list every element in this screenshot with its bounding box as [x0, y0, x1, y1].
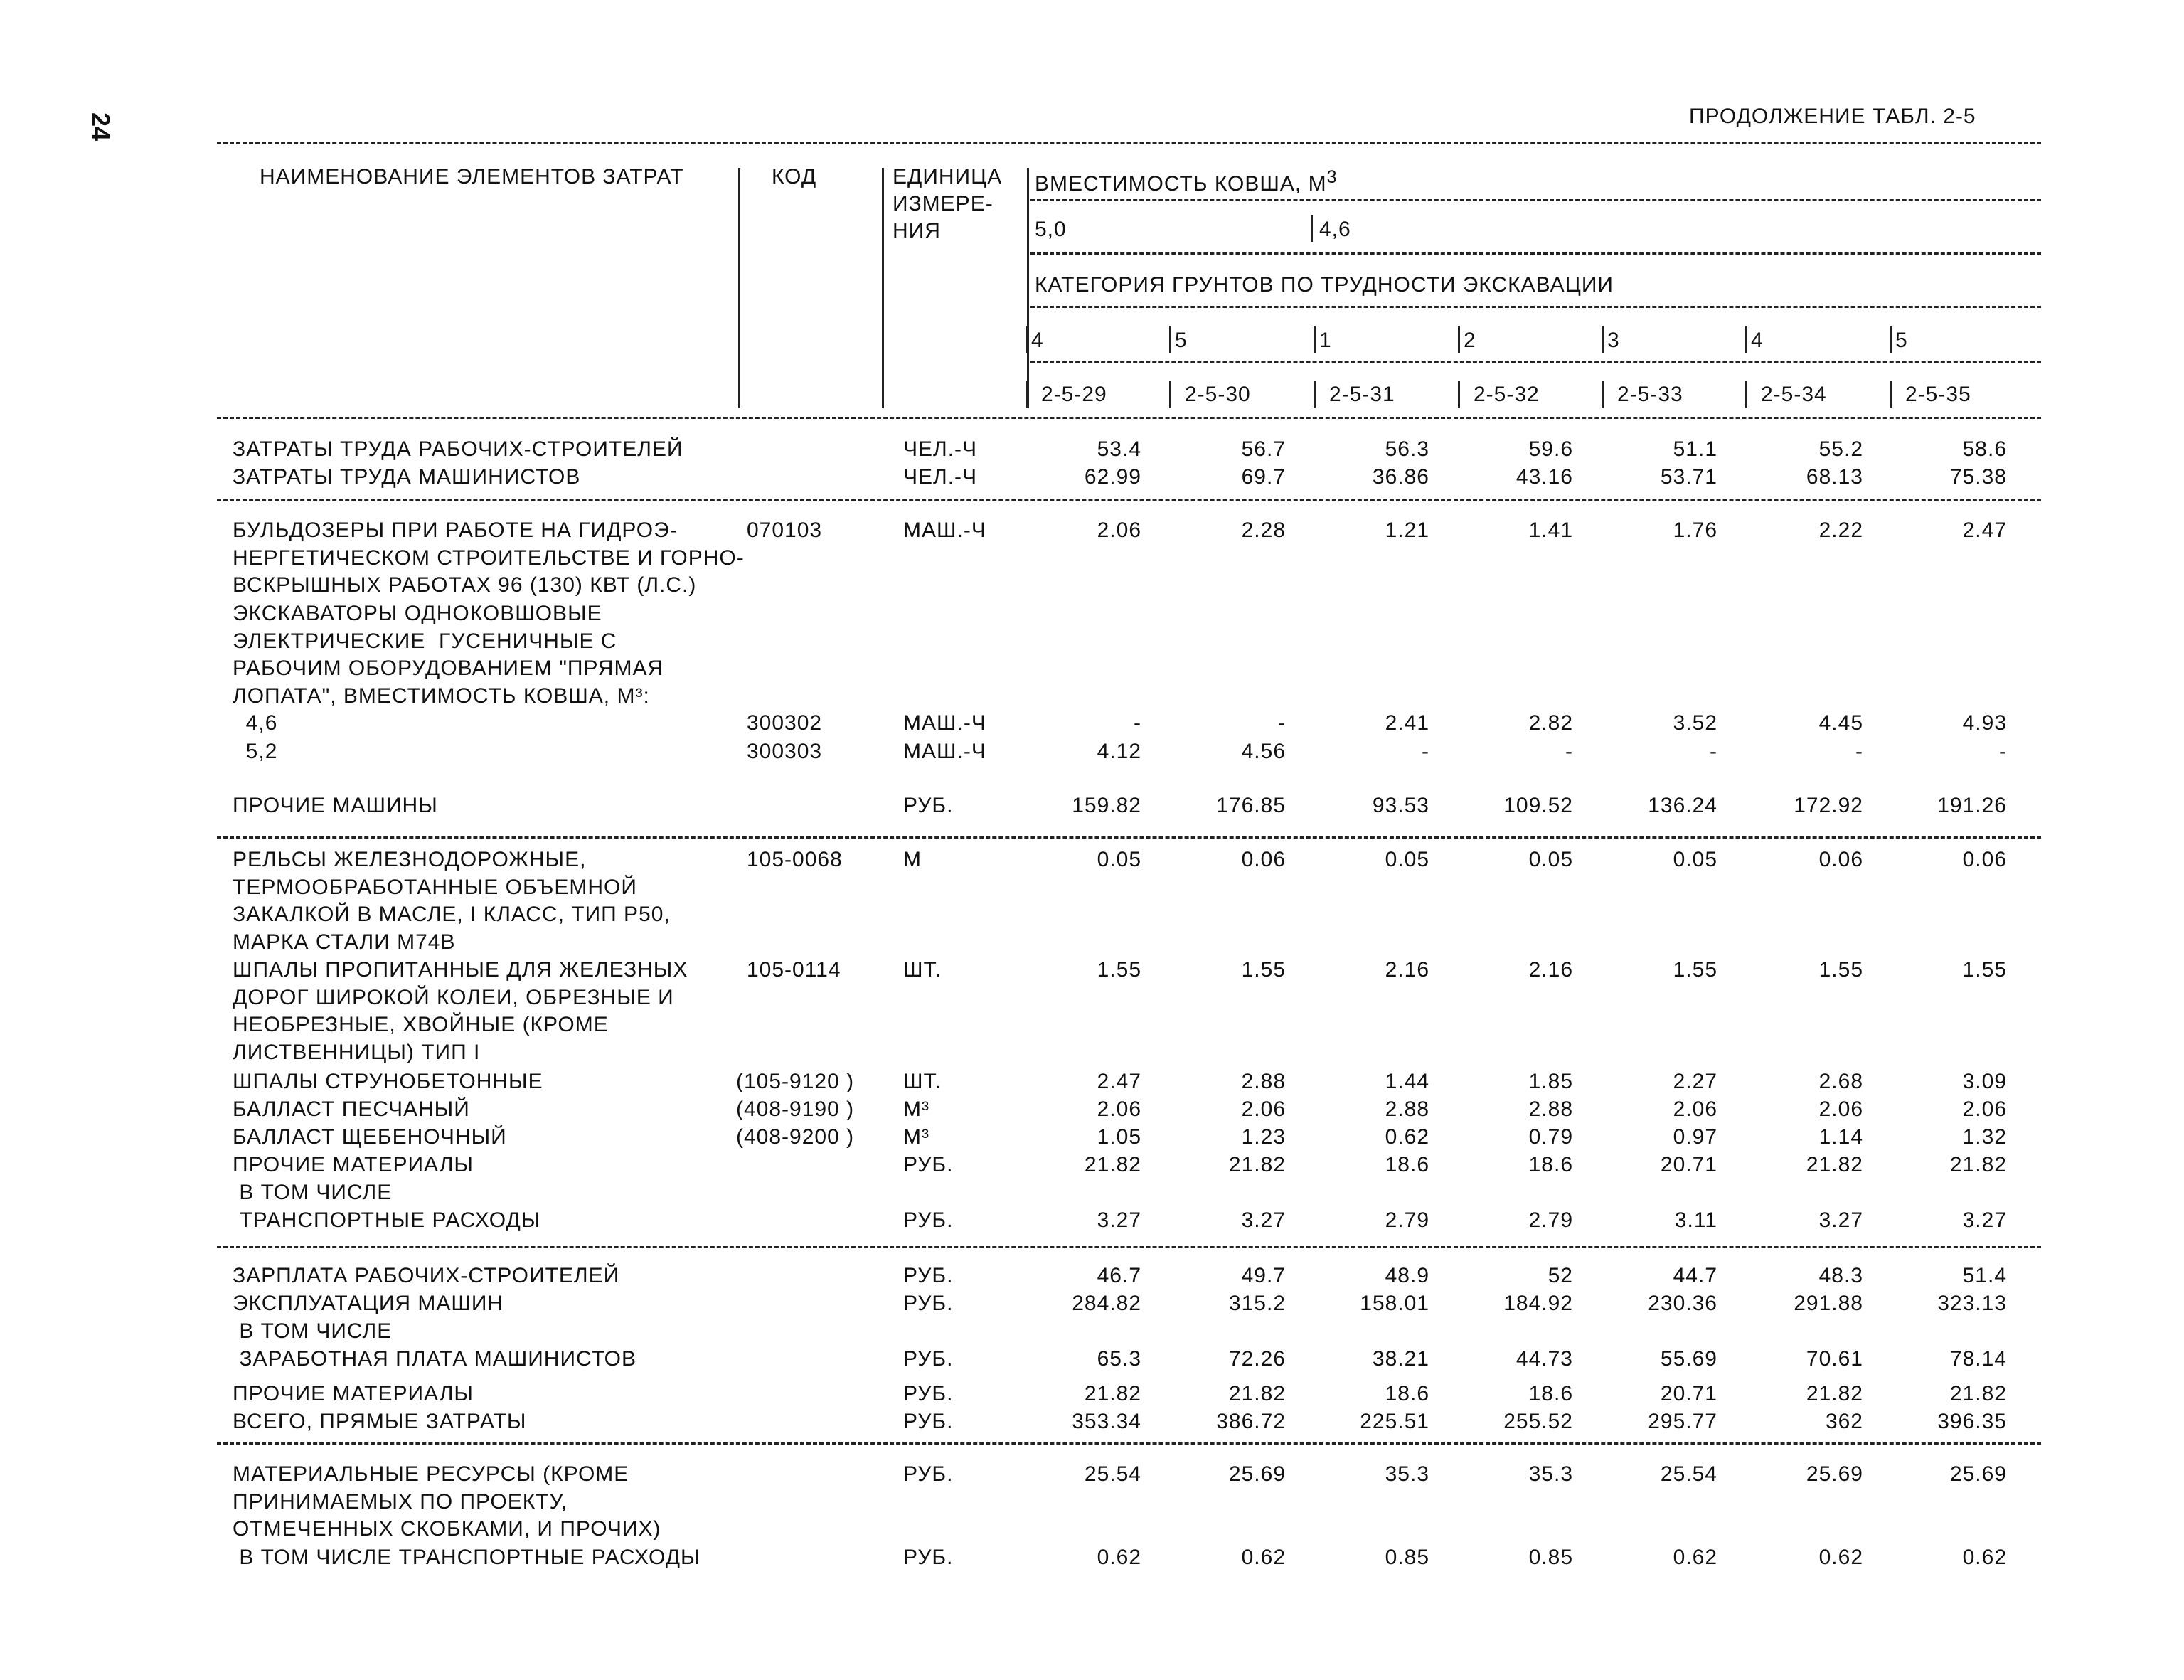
row-unit: РУБ.: [903, 1347, 954, 1371]
row-value: 2.16: [1385, 958, 1429, 982]
row-value: 1.55: [1818, 958, 1863, 982]
row-name: ДОРОГ ШИРОКОЙ КОЛЕИ, ОБРЕЗНЫЕ И: [233, 985, 674, 1009]
column-divider: [1458, 381, 1460, 408]
row-value: -: [1565, 740, 1573, 763]
row-name: ВСЕГО, ПРЯМЫЕ ЗАТРАТЫ: [233, 1410, 527, 1433]
row-value: 1.23: [1241, 1125, 1286, 1149]
row-value: 3.27: [1818, 1208, 1863, 1232]
row-value: 1.55: [1962, 958, 2007, 982]
row-unit: РУБ.: [903, 1546, 954, 1569]
row-value: 2.06: [1962, 1097, 2007, 1121]
row-value: 2.16: [1528, 958, 1573, 982]
row-name: ТЕРМООБРАБОТАННЫЕ ОБЪЕМНОЙ: [233, 875, 637, 899]
row-value: 56.7: [1241, 437, 1286, 461]
row-value: 18.6: [1385, 1382, 1429, 1405]
row-name: ЭЛЕКТРИЧЕСКИЕ ГУСЕНИЧНЫЕ С: [233, 629, 617, 653]
row-value: 44.7: [1673, 1264, 1717, 1287]
row-value: 0.62: [1385, 1125, 1429, 1149]
row-value: 396.35: [1937, 1410, 2007, 1433]
row-value: 4.12: [1097, 740, 1141, 763]
row-unit: РУБ.: [903, 1292, 954, 1315]
row-value: 184.92: [1503, 1292, 1573, 1315]
row-value: 4.56: [1241, 740, 1286, 763]
row-value: 0.85: [1528, 1546, 1573, 1569]
row-name: БАЛЛАСТ ЩЕБЕНОЧНЫЙ: [233, 1125, 507, 1149]
row-value: 0.06: [1241, 848, 1286, 871]
row-value: 0.85: [1385, 1546, 1429, 1569]
row-name: ШПАЛЫ ПРОПИТАННЫЕ ДЛЯ ЖЕЛЕЗНЫХ: [233, 958, 688, 982]
rule-section-1: [217, 499, 2041, 501]
row-name: ЛИСТВЕННИЦЫ) ТИП I: [233, 1040, 481, 1064]
row-value: 35.3: [1385, 1462, 1429, 1486]
category-2: 5: [1175, 329, 1188, 352]
row-value: 191.26: [1937, 794, 2007, 817]
row-value: 1.05: [1097, 1125, 1141, 1149]
row-name: ПРОЧИЕ МАШИНЫ: [233, 794, 438, 817]
row-value: 56.3: [1385, 437, 1429, 461]
row-value: 43.16: [1516, 465, 1573, 489]
row-code: 105-0114: [747, 958, 841, 982]
column-divider: [1745, 381, 1747, 408]
row-value: 2.27: [1673, 1070, 1717, 1093]
category-divider: [1026, 326, 1028, 353]
row-value: 2.06: [1818, 1097, 1863, 1121]
row-value: 2.68: [1818, 1070, 1863, 1093]
row-value: 3.11: [1674, 1208, 1717, 1232]
row-value: 2.88: [1385, 1097, 1429, 1121]
header-unit-3: НИЯ: [893, 219, 941, 243]
row-name: БУЛЬДОЗЕРЫ ПРИ РАБОТЕ НА ГИДРОЭ-: [233, 519, 678, 542]
header-unit-1: ЕДИНИЦА: [893, 165, 1003, 188]
column-code-6: 2-5-34: [1761, 383, 1827, 406]
row-value: 2.88: [1528, 1097, 1573, 1121]
row-value: 25.69: [1806, 1462, 1863, 1486]
row-value: 46.7: [1097, 1264, 1141, 1287]
row-unit: ЧЕЛ.-Ч: [903, 437, 978, 461]
column-code-7: 2-5-35: [1905, 383, 1971, 406]
header-capacity-a: 5,0: [1035, 218, 1067, 241]
row-value: 2.47: [1962, 519, 2007, 542]
row-value: -: [1422, 740, 1429, 763]
row-value: 1.44: [1385, 1070, 1429, 1093]
header-divider-2: [882, 168, 884, 408]
row-value: 20.71: [1660, 1382, 1717, 1405]
category-1: 4: [1031, 329, 1044, 352]
row-unit: М: [903, 848, 922, 871]
row-value: 52: [1548, 1264, 1573, 1287]
row-value: -: [1710, 740, 1717, 763]
category-6: 4: [1751, 329, 1764, 352]
row-name: РЕЛЬСЫ ЖЕЛЕЗНОДОРОЖНЫЕ,: [233, 848, 587, 871]
row-value: 21.82: [1228, 1382, 1286, 1405]
row-value: 2.28: [1241, 519, 1286, 542]
rule-header-4: [1030, 361, 2041, 363]
row-value: 136.24: [1648, 794, 1717, 817]
row-value: 1.55: [1097, 958, 1141, 982]
column-divider: [1026, 381, 1028, 408]
row-unit: ШТ.: [903, 1070, 942, 1093]
category-3: 1: [1319, 329, 1332, 352]
row-value: 53.71: [1660, 465, 1717, 489]
row-value: 225.51: [1360, 1410, 1429, 1433]
column-code-2: 2-5-30: [1185, 383, 1251, 406]
header-divider-3: [1027, 168, 1029, 408]
table-caption: ПРОДОЛЖЕНИЕ ТАБЛ. 2-5: [1689, 105, 1976, 128]
row-code: 070103: [747, 519, 823, 542]
row-value: 2.41: [1385, 711, 1429, 735]
row-value: -: [1134, 711, 1141, 735]
row-value: 0.62: [1673, 1546, 1717, 1569]
category-5: 3: [1607, 329, 1620, 352]
header-divider-1: [738, 168, 740, 408]
row-value: -: [1278, 711, 1286, 735]
row-name: ЭКСКАВАТОРЫ ОДНОКОВШОВЫЕ: [233, 602, 602, 625]
row-value: 353.34: [1072, 1410, 1141, 1433]
row-name: ЗАТРАТЫ ТРУДА РАБОЧИХ-СТРОИТЕЛЕЙ: [233, 437, 683, 461]
row-value: 55.69: [1660, 1347, 1717, 1371]
row-value: 0.62: [1097, 1546, 1141, 1569]
row-value: 53.4: [1097, 437, 1141, 461]
row-value: 69.7: [1241, 465, 1286, 489]
row-value: 51.1: [1673, 437, 1717, 461]
row-name: В ТОМ ЧИСЛЕ ТРАНСПОРТНЫЕ РАСХОДЫ: [233, 1546, 701, 1569]
rule-section-2: [217, 836, 2041, 839]
category-divider: [1458, 326, 1460, 353]
row-value: 21.82: [1228, 1153, 1286, 1176]
row-unit: МАШ.-Ч: [903, 740, 986, 763]
row-value: 3.09: [1962, 1070, 2007, 1093]
row-value: 176.85: [1216, 794, 1286, 817]
rule-header-1: [1030, 199, 2041, 201]
row-name: ЗАРАБОТНАЯ ПЛАТА МАШИНИСТОВ: [233, 1347, 637, 1371]
row-value: 1.85: [1528, 1070, 1573, 1093]
category-divider: [1314, 326, 1316, 353]
rule-top: [217, 142, 2041, 144]
row-value: 0.05: [1673, 848, 1717, 871]
row-value: 35.3: [1528, 1462, 1573, 1486]
row-name: ЭКСПЛУАТАЦИЯ МАШИН: [233, 1292, 504, 1315]
row-value: 25.69: [1228, 1462, 1286, 1486]
row-name: МАТЕРИАЛЬНЫЕ РЕСУРСЫ (КРОМЕ: [233, 1462, 629, 1486]
row-unit: РУБ.: [903, 1153, 954, 1176]
row-value: 3.52: [1673, 711, 1717, 735]
row-name: НЕРГЕТИЧЕСКОМ СТРОИТЕЛЬСТВЕ И ГОРНО-: [233, 546, 745, 570]
row-value: 18.6: [1528, 1382, 1573, 1405]
row-value: 21.82: [1806, 1382, 1863, 1405]
row-value: 70.61: [1806, 1347, 1863, 1371]
row-value: 21.82: [1084, 1153, 1141, 1176]
row-unit: РУБ.: [903, 1462, 954, 1486]
row-value: 38.21: [1372, 1347, 1429, 1371]
header-code: КОД: [772, 165, 817, 188]
row-value: 2.79: [1385, 1208, 1429, 1232]
row-value: 21.82: [1084, 1382, 1141, 1405]
row-name: В ТОМ ЧИСЛЕ: [233, 1319, 393, 1343]
row-value: 62.99: [1084, 465, 1141, 489]
row-value: 295.77: [1648, 1410, 1717, 1433]
row-value: 21.82: [1949, 1382, 2007, 1405]
header-capacity: ВМЕСТИМОСТЬ КОВША, $М^3$: [1035, 167, 1338, 196]
row-value: 0.05: [1385, 848, 1429, 871]
row-value: 68.13: [1806, 465, 1863, 489]
row-value: 2.06: [1241, 1097, 1286, 1121]
row-value: 159.82: [1072, 794, 1141, 817]
row-value: 386.72: [1216, 1410, 1286, 1433]
row-value: 36.86: [1372, 465, 1429, 489]
row-unit: ЧЕЛ.-Ч: [903, 465, 978, 489]
column-code-1: 2-5-29: [1041, 383, 1107, 406]
row-value: 0.05: [1097, 848, 1141, 871]
row-value: 58.6: [1962, 437, 2007, 461]
row-value: 44.73: [1516, 1347, 1573, 1371]
row-value: 25.54: [1660, 1462, 1717, 1486]
row-value: 0.62: [1818, 1546, 1863, 1569]
row-value: 109.52: [1503, 794, 1573, 817]
row-name: ПРОЧИЕ МАТЕРИАЛЫ: [233, 1382, 474, 1405]
rule-section-4: [217, 1442, 2041, 1445]
row-value: 3.27: [1962, 1208, 2007, 1232]
row-code: (105-9120 ): [736, 1070, 855, 1093]
row-value: 284.82: [1072, 1292, 1141, 1315]
row-unit: МАШ.-Ч: [903, 711, 986, 735]
row-code: 105-0068: [747, 848, 843, 871]
row-value: 1.14: [1818, 1125, 1863, 1149]
row-value: 2.06: [1673, 1097, 1717, 1121]
row-name: В ТОМ ЧИСЛЕ: [233, 1180, 393, 1204]
rule-header-2: [1030, 252, 2041, 255]
row-value: 0.06: [1818, 848, 1863, 871]
row-unit: М³: [903, 1097, 929, 1121]
category-divider: [1602, 326, 1604, 353]
row-value: 315.2: [1228, 1292, 1286, 1315]
row-value: 1.55: [1673, 958, 1717, 982]
row-value: 25.69: [1949, 1462, 2007, 1486]
rule-header-bottom: [217, 417, 2041, 419]
row-name: БАЛЛАСТ ПЕСЧАНЫЙ: [233, 1097, 470, 1121]
row-value: 1.21: [1385, 519, 1429, 542]
capacity-sup: 3: [1326, 167, 1338, 187]
row-value: 59.6: [1528, 437, 1573, 461]
row-value: 158.01: [1360, 1292, 1429, 1315]
row-name: ЗАТРАТЫ ТРУДА МАШИНИСТОВ: [233, 465, 581, 489]
row-name: ШПАЛЫ СТРУНОБЕТОННЫЕ: [233, 1070, 543, 1093]
row-value: 0.79: [1528, 1125, 1573, 1149]
row-unit: ШТ.: [903, 958, 942, 982]
row-unit: РУБ.: [903, 794, 954, 817]
column-code-3: 2-5-31: [1329, 383, 1395, 406]
row-value: 51.4: [1962, 1264, 2007, 1287]
row-name: ОТМЕЧЕННЫХ СКОБКАМИ, И ПРОЧИХ): [233, 1517, 661, 1541]
row-value: 0.62: [1962, 1546, 2007, 1569]
column-divider: [1169, 381, 1171, 408]
row-value: 1.41: [1528, 519, 1573, 542]
row-name: 4,6: [233, 711, 278, 735]
row-name: МАРКА СТАЛИ М74В: [233, 930, 456, 954]
row-value: 2.88: [1241, 1070, 1286, 1093]
row-value: 0.06: [1962, 848, 2007, 871]
row-value: 49.7: [1241, 1264, 1286, 1287]
row-value: 362: [1825, 1410, 1863, 1433]
row-value: 230.36: [1648, 1292, 1717, 1315]
row-value: 20.71: [1660, 1153, 1717, 1176]
row-value: 172.92: [1794, 794, 1863, 817]
row-value: 18.6: [1528, 1153, 1573, 1176]
row-value: 75.38: [1949, 465, 2007, 489]
row-value: -: [1999, 740, 2007, 763]
row-unit: МАШ.-Ч: [903, 519, 986, 542]
row-value: 2.06: [1097, 519, 1141, 542]
capacity-divider: [1311, 215, 1313, 242]
row-value: 3.27: [1097, 1208, 1141, 1232]
row-value: -: [1855, 740, 1863, 763]
row-value: 18.6: [1385, 1153, 1429, 1176]
row-name: ПРИНИМАЕМЫХ ПО ПРОЕКТУ,: [233, 1489, 568, 1514]
row-value: 2.22: [1818, 519, 1863, 542]
row-value: 3.27: [1241, 1208, 1286, 1232]
row-unit: М³: [903, 1125, 929, 1149]
column-divider: [1890, 381, 1892, 408]
category-4: 2: [1464, 329, 1476, 352]
row-value: 48.9: [1385, 1264, 1429, 1287]
row-value: 2.82: [1528, 711, 1573, 735]
row-value: 1.76: [1673, 519, 1717, 542]
row-value: 4.45: [1818, 711, 1863, 735]
row-value: 65.3: [1097, 1347, 1141, 1371]
row-value: 2.47: [1097, 1070, 1141, 1093]
row-value: 1.32: [1962, 1125, 2007, 1149]
row-value: 2.79: [1528, 1208, 1573, 1232]
row-value: 323.13: [1937, 1292, 2007, 1315]
row-name: НЕОБРЕЗНЫЕ, ХВОЙНЫЕ (КРОМЕ: [233, 1013, 609, 1037]
category-7: 5: [1895, 329, 1908, 352]
rule-header-3: [1030, 306, 2041, 308]
row-name: ТРАНСПОРТНЫЕ РАСХОДЫ: [233, 1208, 541, 1232]
row-value: 55.2: [1818, 437, 1863, 461]
row-value: 25.54: [1084, 1462, 1141, 1486]
row-value: 4.93: [1962, 711, 2007, 735]
row-value: 21.82: [1806, 1153, 1863, 1176]
row-name: ЗАКАЛКОЙ В МАСЛЕ, I КЛАСС, ТИП Р50,: [233, 903, 671, 927]
category-divider: [1890, 326, 1892, 353]
row-code: 300302: [747, 711, 823, 735]
row-value: 2.06: [1097, 1097, 1141, 1121]
row-value: 93.53: [1372, 794, 1429, 817]
row-unit: РУБ.: [903, 1264, 954, 1287]
row-value: 0.97: [1673, 1125, 1717, 1149]
row-unit: РУБ.: [903, 1382, 954, 1405]
header-category: КАТЕГОРИЯ ГРУНТОВ ПО ТРУДНОСТИ ЭКСКАВАЦИИ: [1035, 273, 1614, 297]
row-value: 0.62: [1241, 1546, 1286, 1569]
row-value: 1.55: [1241, 958, 1286, 982]
rule-section-3: [217, 1246, 2041, 1248]
row-name: 5,2: [233, 740, 278, 763]
row-value: 78.14: [1949, 1347, 2007, 1371]
page-number: 24: [86, 112, 115, 142]
row-name: ЛОПАТА", ВМЕСТИМОСТЬ КОВША, М³:: [233, 684, 650, 708]
header-capacity-b: 4,6: [1319, 218, 1351, 241]
row-code: 300303: [747, 740, 823, 763]
header-name: НАИМЕНОВАНИЕ ЭЛЕМЕНТОВ ЗАТРАТ: [260, 165, 684, 188]
row-name: РАБОЧИМ ОБОРУДОВАНИЕМ "ПРЯМАЯ: [233, 656, 664, 681]
column-divider: [1314, 381, 1316, 408]
header-unit-2: ИЗМЕРЕ-: [893, 192, 994, 216]
row-code: (408-9200 ): [736, 1125, 855, 1149]
row-value: 72.26: [1228, 1347, 1286, 1371]
category-divider: [1169, 326, 1171, 353]
category-divider: [1745, 326, 1747, 353]
row-name: ЗАРПЛАТА РАБОЧИХ-СТРОИТЕЛЕЙ: [233, 1264, 620, 1287]
column-divider: [1602, 381, 1604, 408]
column-code-5: 2-5-33: [1617, 383, 1683, 406]
row-value: 255.52: [1503, 1410, 1573, 1433]
row-unit: РУБ.: [903, 1410, 954, 1433]
row-name: ВСКРЫШНЫХ РАБОТАХ 96 (130) КВТ (Л.С.): [233, 573, 697, 597]
row-value: 21.82: [1949, 1153, 2007, 1176]
row-name: ПРОЧИЕ МАТЕРИАЛЫ: [233, 1153, 474, 1176]
row-unit: РУБ.: [903, 1208, 954, 1232]
row-value: 291.88: [1794, 1292, 1863, 1315]
column-code-4: 2-5-32: [1474, 383, 1540, 406]
row-value: 48.3: [1818, 1264, 1863, 1287]
row-code: (408-9190 ): [736, 1097, 855, 1121]
row-value: 0.05: [1528, 848, 1573, 871]
